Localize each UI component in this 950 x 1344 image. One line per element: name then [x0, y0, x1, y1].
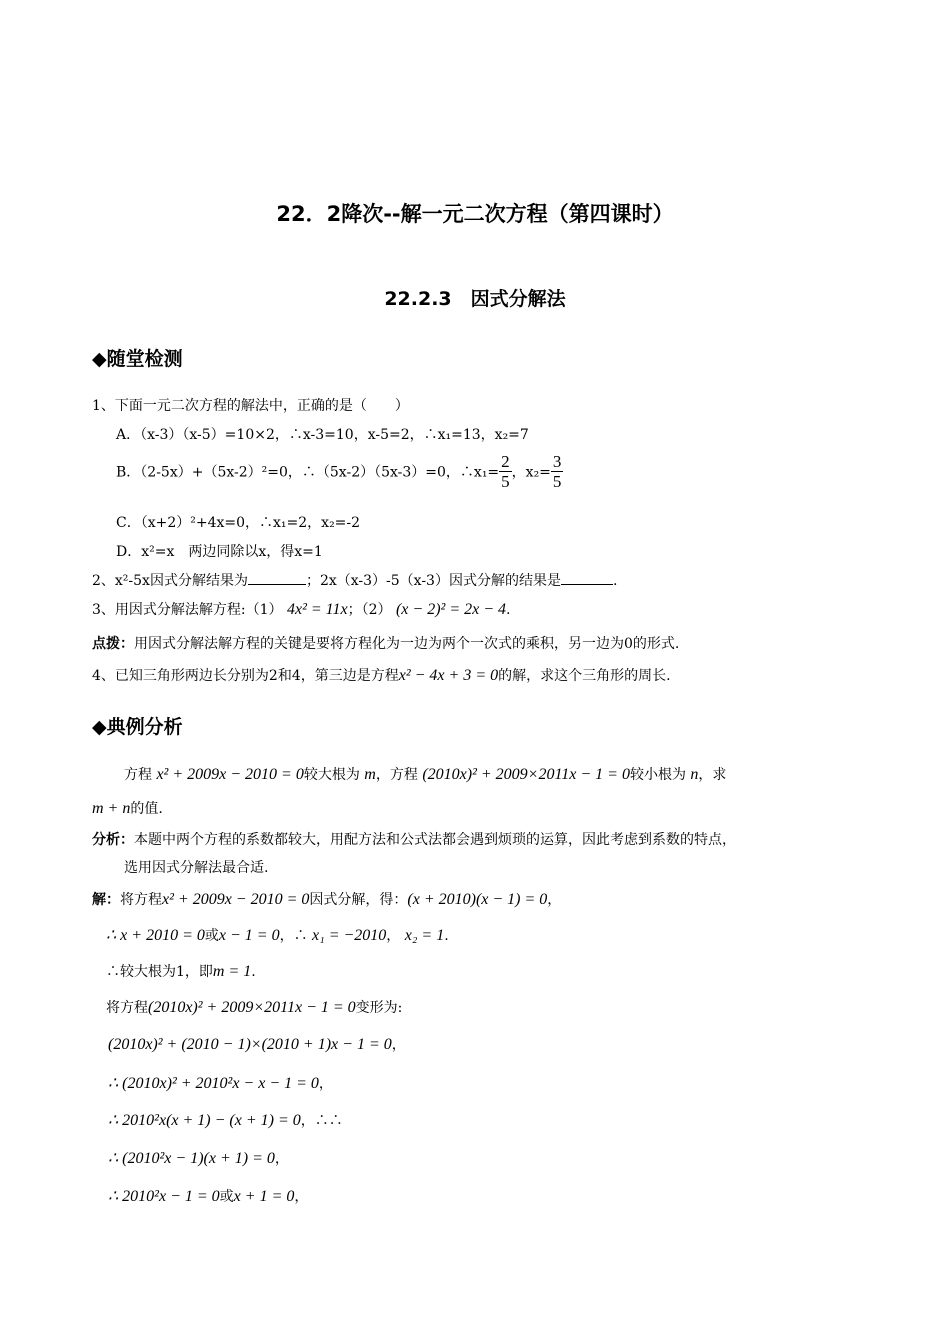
question-3-mid: ；（2） — [347, 602, 392, 618]
solution-line-8 — [108, 1148, 289, 1168]
solution-equation: m = 1 — [212, 963, 252, 980]
solution-equation: (2010x)² + 2009×2011x − 1 = 0 — [148, 999, 356, 1016]
example-line-2 — [92, 798, 163, 818]
question-1-stem: 1、下面一元二次方程的解法中，正确的是（ ） — [92, 398, 409, 414]
root-x2: x₂ = 1 — [404, 927, 445, 944]
question-2-part1: 2、x²-5x因式分解结果为 — [92, 573, 248, 589]
solution-text: ， — [391, 1037, 406, 1053]
root-x1: x₁ = −2010 — [312, 927, 387, 944]
solution-text: ， — [386, 928, 401, 944]
fraction-x2 — [551, 452, 564, 491]
question-1-option-c: C．（x+2）²+4x=0，∴x₁=2，x₂=-2 — [116, 515, 361, 531]
expression-m-plus-n: m + n — [92, 800, 131, 817]
question-2 — [92, 570, 617, 590]
option-b-text: B．（2-5x）+（5x-2）²=0，∴（5x-2）（5x-3）=0，∴x₁= — [116, 464, 500, 481]
solution-text: ， — [274, 1151, 289, 1167]
solution-text: 或 — [204, 928, 219, 944]
question-4-equation: x² − 4x + 3 = 0 — [398, 667, 499, 684]
fraction-numerator: 2 — [501, 452, 510, 471]
solution-equation: x² + 2009x − 2010 = 0 — [162, 891, 310, 908]
fraction-denominator: 5 — [552, 472, 562, 491]
fraction-x1 — [499, 452, 512, 491]
example-text: 方程 — [124, 767, 152, 783]
solution-text: 因式分解，得： — [309, 892, 408, 908]
solution-text: ， — [294, 1189, 309, 1205]
example-text: ，方程 — [375, 767, 418, 783]
hint-text: 用因式分解法解方程的关键是要将方程化为一边为两个一次式的乘积，另一边为0的形式. — [134, 636, 680, 652]
solution-equation: ∴ 2010²x(x + 1) − (x + 1) = 0 — [108, 1112, 301, 1129]
solution-equation: x − 1 = 0 — [218, 927, 280, 944]
question-2-part2: ；2x（x-3）-5（x-3）因式分解的结果是 — [305, 573, 561, 589]
solution-line-1 — [92, 889, 561, 909]
solution-text: . — [444, 928, 449, 944]
question-3-lead: 3、用因式分解法解方程:（1） — [92, 602, 283, 618]
solution-equation: ∴ (2010²x − 1)(x + 1) = 0 — [108, 1150, 275, 1167]
solution-equation: ∴ (2010x)² + 2010²x − x − 1 = 0 — [108, 1075, 319, 1092]
solution-text: ，∴∴ — [300, 1113, 343, 1129]
example-equation-1: x² + 2009x − 2010 = 0 — [156, 766, 304, 783]
example-text: 的值. — [130, 801, 163, 817]
question-4-lead: 4、已知三角形两边长分别为2和4，第三边是方程 — [92, 668, 399, 684]
solution-text: 或 — [219, 1189, 234, 1205]
solution-text: 将方程 — [120, 892, 162, 908]
fraction-denominator: 5 — [501, 472, 510, 491]
question-2-part3: . — [612, 573, 618, 589]
hint — [92, 633, 679, 653]
solution-line-9 — [108, 1186, 308, 1206]
hint-label: 点拨： — [92, 636, 134, 652]
analysis-label: 分析： — [92, 832, 134, 848]
option-b-mid: ，x₂= — [511, 464, 551, 481]
answer-blank-1[interactable] — [248, 584, 306, 585]
question-3 — [92, 599, 510, 619]
variable-m: m — [364, 766, 376, 783]
equation-1: 4x² = 11x — [286, 601, 348, 618]
solution-text: 变形为: — [355, 1000, 403, 1016]
equation-2: (x − 2)² = 2x − 4 — [395, 601, 507, 618]
solution-label: 解： — [92, 892, 120, 908]
section-subtitle: 22.2.3 因式分解法 — [384, 288, 566, 310]
solution-line-7 — [108, 1110, 343, 1130]
solution-text: ， — [547, 892, 562, 908]
question-1-option-a: A．（x-3）（x-5）=10×2，∴x-3=10，x-5=2，∴x₁=13，x₂=7 — [116, 427, 529, 443]
solution-equation: ∴ x + 2010 = 0 — [106, 927, 205, 944]
section-heading-examples: ◆典例分析 — [92, 716, 183, 738]
solution-line-6 — [108, 1073, 333, 1093]
solution-line-5 — [108, 1034, 406, 1054]
example-text: 较大根为 — [303, 767, 360, 783]
question-4 — [92, 665, 671, 685]
question-1-option-d: D．x²=x 两边同除以x，得x=1 — [116, 544, 323, 560]
section-heading-practice: ◆随堂检测 — [92, 348, 183, 370]
question-3-end: . — [506, 602, 511, 618]
solution-equation: ∴ 2010²x − 1 = 0 — [108, 1188, 220, 1205]
answer-blank-2[interactable] — [561, 584, 613, 585]
analysis-line-1 — [92, 829, 736, 849]
solution-text: ，∴ — [279, 928, 308, 944]
variable-n: n — [690, 766, 699, 783]
solution-text: . — [251, 964, 256, 980]
solution-text: 将方程 — [106, 1000, 148, 1016]
solution-equation: (2010x)² + (2010 − 1)×(2010 + 1)x − 1 = 0 — [108, 1036, 392, 1053]
solution-text: ∴较大根为1，即 — [106, 964, 213, 980]
example-line-1 — [124, 764, 726, 784]
question-4-tail: 的解，求这个三角形的周长. — [498, 668, 671, 684]
solution-equation: (x + 2010)(x − 1) = 0 — [407, 891, 548, 908]
fraction-numerator: 3 — [552, 452, 562, 471]
example-text: ，求 — [698, 767, 727, 783]
page-title: 22．2降次--解一元二次方程（第四课时） — [276, 202, 674, 226]
solution-text: ， — [318, 1076, 333, 1092]
analysis-text: 本题中两个方程的系数都较大，用配方法和公式法都会遇到烦琐的运算，因此考虑到系数的特点， — [134, 832, 736, 848]
solution-line-2 — [106, 925, 449, 945]
solution-equation: x + 1 = 0 — [233, 1188, 295, 1205]
solution-line-3 — [106, 961, 256, 981]
question-1-option-b — [116, 452, 563, 491]
example-text: 较小根为 — [629, 767, 686, 783]
example-equation-2: (2010x)² + 2009×2011x − 1 = 0 — [422, 766, 630, 783]
analysis-line-2: 选用因式分解法最合适. — [124, 860, 269, 876]
solution-line-4 — [106, 997, 402, 1017]
